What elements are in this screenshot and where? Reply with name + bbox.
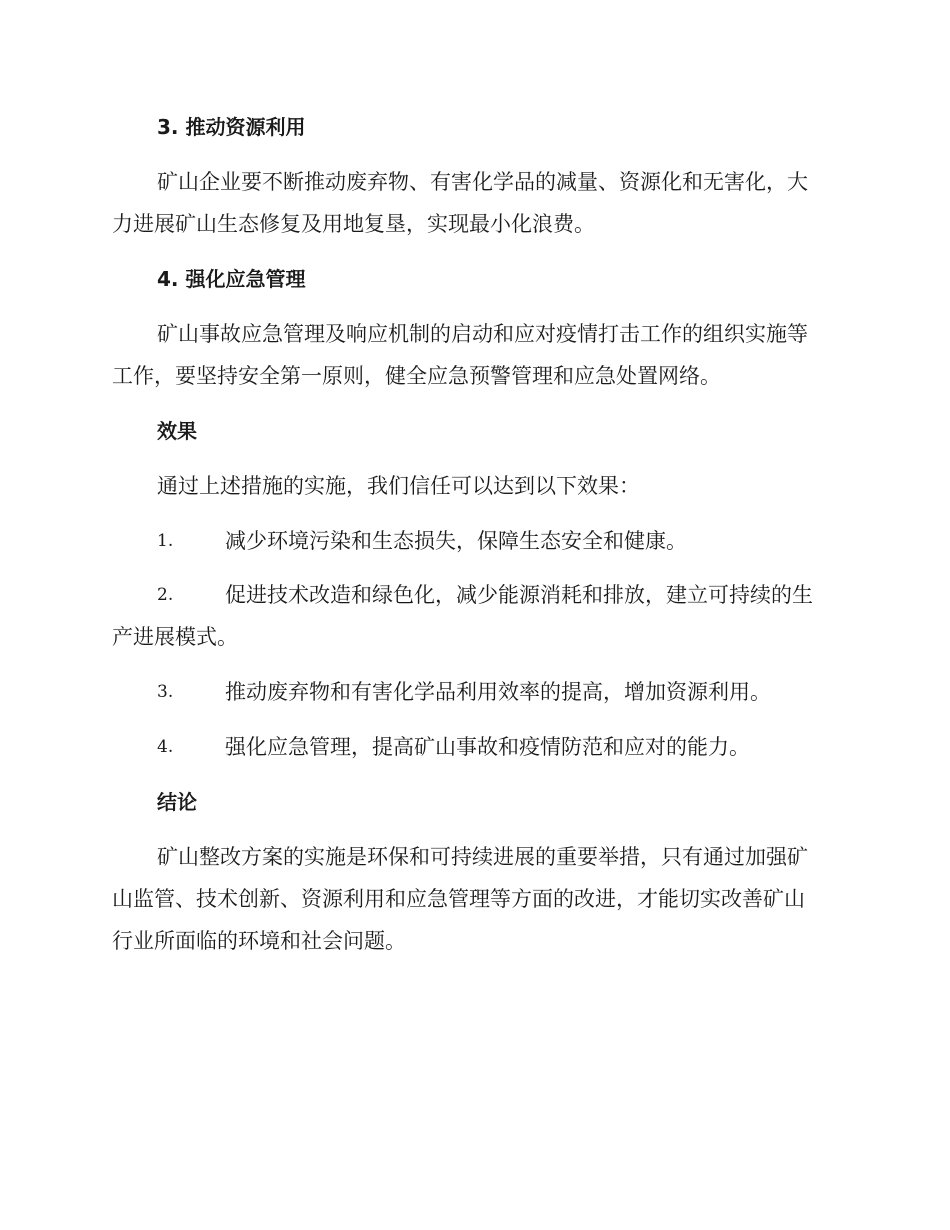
list-item-number: 4. [157,737,174,757]
paragraph-line: 矿山事故应急管理及响应机制的启动和应对疫情打击工作的组织实施等 [157,322,808,346]
list-item: 推动废弃物和有害化学品利用效率的提高，增加资源利用。 [225,680,771,704]
list-item-number: 1. [157,531,174,551]
paragraph-line: 山监管、技术创新、资源利用和应急管理等方面的改进，才能切实改善矿山 [112,887,805,911]
paragraph-line: 矿山企业要不断推动废弃物、有害化学品的减量、资源化和无害化，大 [157,170,808,194]
list-item: 减少环境污染和生态损失，保障生态安全和健康。 [225,529,687,553]
paragraph-line: 工作，要坚持安全第一原则，健全应急预警管理和应急处置网络。 [112,364,721,388]
section-heading-emergency: 4. 强化应急管理 [157,267,306,291]
list-item: 强化应急管理，提高矿山事故和疫情防范和应对的能力。 [225,735,750,759]
conclusion-heading: 结论 [157,790,197,814]
list-item-number: 2. [157,585,174,605]
paragraph-line: 行业所面临的环境和社会问题。 [112,929,406,953]
list-item-number: 3. [157,682,174,702]
list-item-continuation: 产进展模式。 [112,625,238,649]
effects-intro: 通过上述措施的实施，我们信任可以达到以下效果： [157,474,640,498]
paragraph-line: 矿山整改方案的实施是环保和可持续进展的重要举措，只有通过加强矿 [157,845,808,869]
paragraph-line: 力进展矿山生态修复及用地复垦，实现最小化浪费。 [112,212,595,236]
effects-heading: 效果 [157,419,197,443]
section-heading-resource: 3. 推动资源利用 [157,115,306,139]
list-item: 促进技术改造和绿色化，减少能源消耗和排放，建立可持续的生 [225,583,813,607]
